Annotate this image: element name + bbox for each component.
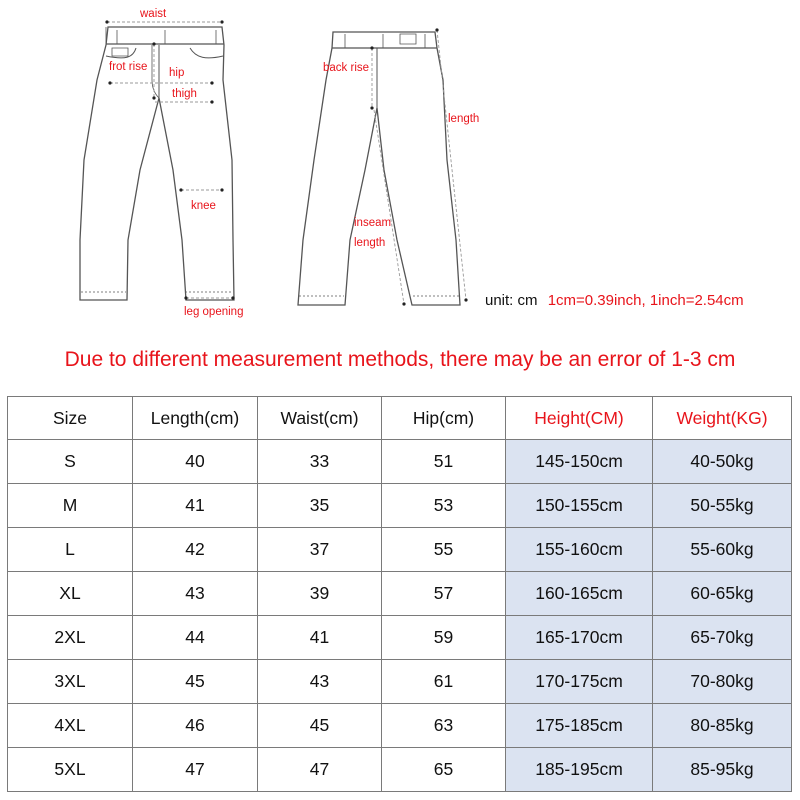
label-leg-opening: leg opening	[184, 306, 244, 318]
label-inseam-length: length	[354, 237, 386, 249]
table-row	[8, 704, 792, 748]
cell-size: M	[8, 484, 133, 528]
cell-hip: 61	[382, 660, 506, 704]
cell-height: 185-195cm	[506, 748, 653, 792]
cell-length: 42	[133, 528, 258, 572]
cell-length: 45	[133, 660, 258, 704]
cell-waist: 35	[258, 484, 382, 528]
cell-hip: 65	[382, 748, 506, 792]
header-waist: Waist(cm)	[258, 397, 382, 440]
cell-length: 41	[133, 484, 258, 528]
cell-height: 145-150cm	[506, 440, 653, 484]
table-row	[8, 748, 792, 792]
table-row	[8, 440, 792, 484]
label-front-rise: frot rise	[109, 61, 148, 73]
cell-waist: 33	[258, 440, 382, 484]
cell-length: 44	[133, 616, 258, 660]
cell-waist: 37	[258, 528, 382, 572]
pants-illustration	[0, 0, 800, 335]
cell-weight: 85-95kg	[653, 748, 792, 792]
cell-waist: 47	[258, 748, 382, 792]
cell-weight: 55-60kg	[653, 528, 792, 572]
table-row	[8, 572, 792, 616]
unit-text: unit: cm	[485, 292, 538, 309]
cell-length: 43	[133, 572, 258, 616]
cell-size: 2XL	[8, 616, 133, 660]
label-back-rise: back rise	[323, 62, 370, 74]
size-chart-table	[7, 396, 792, 792]
header-weight: Weight(KG)	[653, 397, 792, 440]
cell-size: 4XL	[8, 704, 133, 748]
cell-size: 5XL	[8, 748, 133, 792]
cell-waist: 45	[258, 704, 382, 748]
table-header-row	[8, 397, 792, 440]
cell-size: S	[8, 440, 133, 484]
table-row	[8, 616, 792, 660]
header-length: Length(cm)	[133, 397, 258, 440]
front-pants-drawing	[80, 27, 234, 300]
cell-weight: 60-65kg	[653, 572, 792, 616]
cell-size: XL	[8, 572, 133, 616]
cell-waist: 39	[258, 572, 382, 616]
measure-end-dots	[105, 20, 467, 305]
cell-weight: 65-70kg	[653, 616, 792, 660]
cell-hip: 53	[382, 484, 506, 528]
cell-hip: 57	[382, 572, 506, 616]
cell-length: 46	[133, 704, 258, 748]
header-size: Size	[8, 397, 133, 440]
cell-height: 175-185cm	[506, 704, 653, 748]
cell-length: 47	[133, 748, 258, 792]
table-row	[8, 484, 792, 528]
cell-height: 155-160cm	[506, 528, 653, 572]
cell-height: 165-170cm	[506, 616, 653, 660]
cell-hip: 51	[382, 440, 506, 484]
cell-waist: 43	[258, 660, 382, 704]
measurement-error-notice: Due to different measurement methods, there may be an error of 1-3 cm	[64, 348, 736, 371]
cell-hip: 55	[382, 528, 506, 572]
cell-waist: 41	[258, 616, 382, 660]
label-hip: hip	[169, 67, 185, 79]
cell-weight: 40-50kg	[653, 440, 792, 484]
cell-size: L	[8, 528, 133, 572]
cell-height: 150-155cm	[506, 484, 653, 528]
label-thigh: thigh	[172, 88, 197, 100]
table-row	[8, 528, 792, 572]
header-height: Height(CM)	[506, 397, 653, 440]
unit-note	[485, 292, 744, 309]
label-waist: waist	[140, 8, 167, 20]
label-knee: knee	[191, 200, 216, 212]
table-row	[8, 660, 792, 704]
cell-hip: 63	[382, 704, 506, 748]
cell-length: 40	[133, 440, 258, 484]
header-hip: Hip(cm)	[382, 397, 506, 440]
conversion-text: 1cm=0.39inch, 1inch=2.54cm	[547, 292, 744, 309]
label-length: length	[448, 113, 480, 125]
cell-weight: 50-55kg	[653, 484, 792, 528]
label-inseam: inseam	[354, 217, 392, 229]
cell-height: 160-165cm	[506, 572, 653, 616]
back-measure-lines	[372, 30, 466, 304]
measurement-diagram	[0, 0, 800, 335]
cell-hip: 59	[382, 616, 506, 660]
cell-weight: 70-80kg	[653, 660, 792, 704]
cell-weight: 80-85kg	[653, 704, 792, 748]
cell-size: 3XL	[8, 660, 133, 704]
cell-height: 170-175cm	[506, 660, 653, 704]
